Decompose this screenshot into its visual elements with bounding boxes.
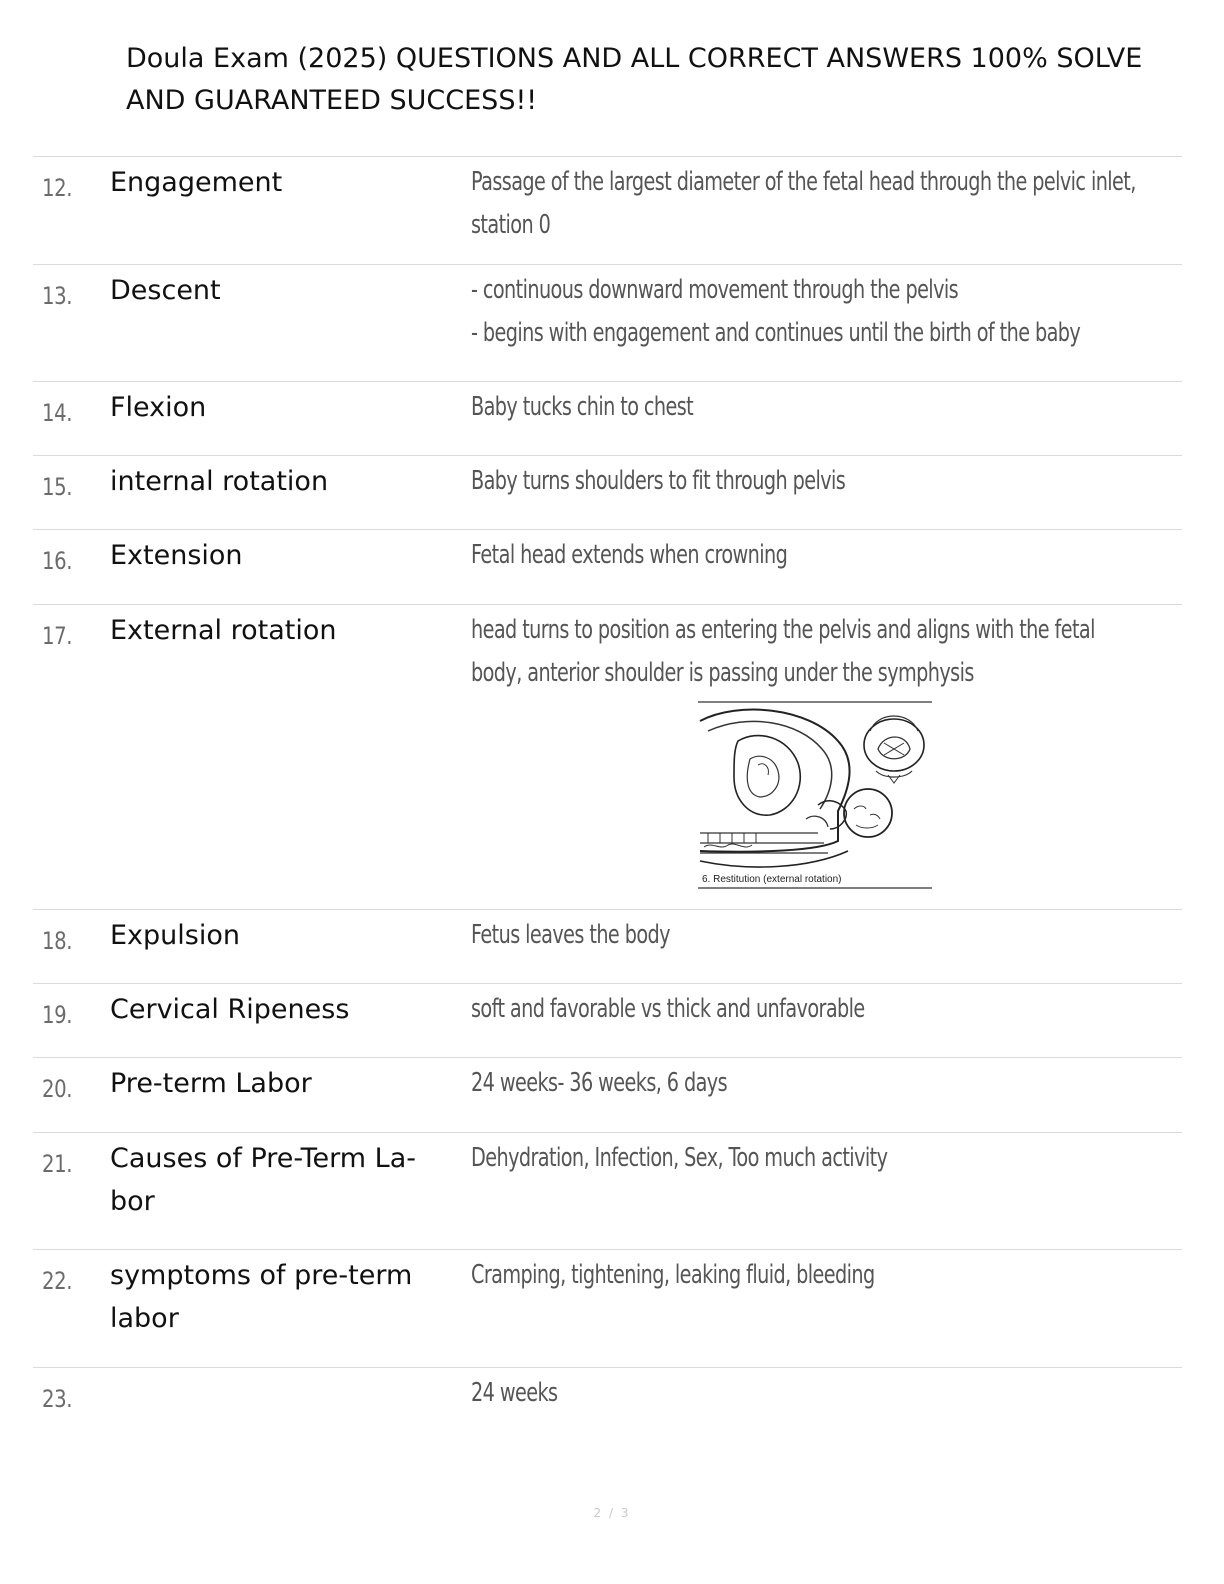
row-definition — [471, 988, 1191, 1031]
row-number: 23. — [42, 1385, 73, 1413]
document-title-line-1: Doula Exam (2025) QUESTIONS AND ALL CORRECT ANSWERS 100% SOLVE — [126, 43, 1143, 74]
row-term: Descent — [110, 275, 221, 306]
row-definition — [471, 460, 1191, 503]
definition-line: 24 weeks — [471, 1378, 558, 1408]
table-row — [33, 1367, 1182, 1447]
row-definition — [471, 161, 1191, 247]
row-term: External rotation — [110, 615, 337, 646]
table-row — [33, 604, 1182, 909]
definition-line: Passage of the largest diameter of the fetal head through the pelvic inlet, — [471, 167, 1136, 197]
definition-line: Fetal head extends when crowning — [471, 540, 788, 570]
row-definition — [471, 386, 1191, 429]
row-definition — [471, 609, 1191, 695]
row-number: 20. — [42, 1075, 73, 1103]
restitution-illustration — [698, 701, 932, 889]
page-number: 2 / 3 — [593, 1506, 631, 1520]
fetal-rotation-drawing — [698, 701, 932, 889]
row-number: 15. — [42, 473, 73, 501]
definition-line: soft and favorable vs thick and unfavorable — [471, 994, 865, 1024]
row-term: Engagement — [110, 167, 283, 198]
table-row — [33, 983, 1182, 1057]
row-number: 13. — [42, 282, 73, 310]
definition-line: Baby turns shoulders to fit through pelvis — [471, 466, 846, 496]
row-term: symptoms of pre-term labor — [110, 1260, 413, 1334]
figure-caption: 6. Restitution (external rotation) — [702, 874, 842, 885]
table-row — [33, 529, 1182, 604]
table-row — [33, 909, 1182, 983]
qa-table — [33, 156, 1182, 1447]
definition-line: 24 weeks- 36 weeks, 6 days — [471, 1068, 728, 1098]
definition-line: Dehydration, Infection, Sex, Too much activity — [471, 1143, 888, 1173]
row-term: internal rotation — [110, 466, 329, 497]
row-term: Causes of Pre-Term La- bor — [110, 1143, 416, 1217]
definition-line: head turns to position as entering the pelvis and aligns with the fetal — [471, 615, 1095, 645]
table-row — [33, 1057, 1182, 1132]
row-definition — [471, 1372, 1191, 1415]
row-number: 14. — [42, 399, 73, 427]
row-term: Expulsion — [110, 920, 240, 951]
row-term: Flexion — [110, 392, 207, 423]
table-row — [33, 381, 1182, 455]
row-number: 12. — [42, 174, 73, 202]
document-title — [126, 38, 1224, 122]
definition-line: - continuous downward movement through the pelvis — [471, 275, 959, 305]
table-row — [33, 264, 1182, 381]
definition-line: Fetus leaves the body — [471, 920, 670, 950]
row-definition — [471, 269, 1191, 355]
table-row — [33, 1249, 1182, 1367]
definition-line: Baby tucks chin to chest — [471, 392, 694, 422]
definition-line: body, anterior shoulder is passing under the symphysis — [471, 658, 974, 688]
row-number: 18. — [42, 927, 73, 955]
document-title-line-2: AND GUARANTEED SUCCESS!! — [126, 85, 538, 116]
row-number: 17. — [42, 622, 73, 650]
row-term: Pre-term Labor — [110, 1068, 312, 1099]
row-term: Cervical Ripeness — [110, 994, 350, 1025]
row-number: 21. — [42, 1150, 73, 1178]
definition-line: - begins with engagement and continues until the birth of the baby — [471, 318, 1081, 348]
table-row — [33, 1132, 1182, 1249]
row-definition — [471, 914, 1191, 957]
row-term: Extension — [110, 540, 243, 571]
definition-line: station 0 — [471, 210, 551, 240]
row-number: 19. — [42, 1001, 73, 1029]
table-row — [33, 156, 1182, 264]
row-definition — [471, 1137, 1191, 1180]
row-definition — [471, 1254, 1191, 1297]
table-row — [33, 455, 1182, 529]
row-definition — [471, 534, 1191, 577]
row-number: 22. — [42, 1267, 73, 1295]
row-definition — [471, 1062, 1191, 1105]
definition-line: Cramping, tightening, leaking fluid, bleeding — [471, 1260, 875, 1290]
row-number: 16. — [42, 547, 73, 575]
